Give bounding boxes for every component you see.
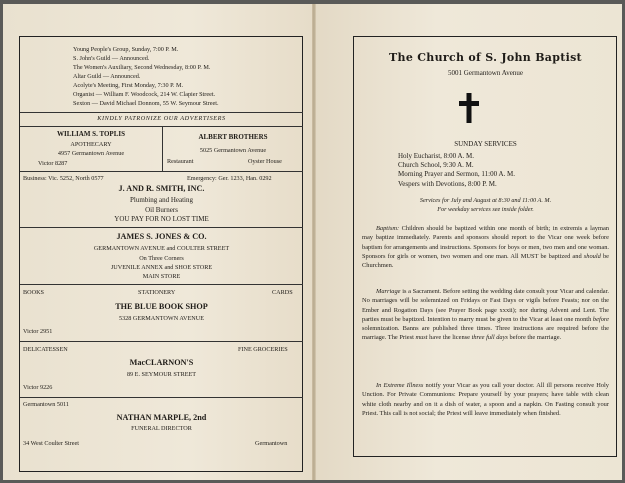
marple-name: NATHAN MARPLE, 2nd	[116, 413, 207, 422]
maccl-name: MacCLARNON'S	[129, 358, 194, 367]
smith-emergency-phone: Emergency: Ger. 1233, Han. 0292	[187, 175, 272, 182]
bluebook-cards: CARDS	[272, 289, 293, 296]
jones-line-2: On Three Corners	[139, 255, 184, 262]
announcement-line: Acolyte's Meeting, First Monday, 7:30 P. M.	[73, 82, 184, 89]
marriage-text: is a Sacrament. Before setting the wedding date consult your Vicar and calendar. No marriages will be solemnized on Fridays or Fast Days or vigils before Feasts; nor on the Ember and Rogation Days (see Prayer Book page xxxii); nor during Advent and Lent. The parties must be baptized. Intention to marry must be given to the Vicar at least one month	[362, 288, 609, 323]
jones-line-4: MAIN STORE	[142, 273, 181, 280]
marriage-three-full-days: three full days	[471, 334, 508, 342]
baptism-lead: Baptism:	[376, 225, 400, 232]
albert-oyster: Oyster House	[248, 158, 282, 165]
marriage-text-3: have the license	[427, 334, 472, 342]
marriage-paragraph	[362, 287, 609, 343]
illness-paragraph	[362, 381, 609, 418]
marriage-text-2: solemnization. Banns are published three times. Three instructions are required before the marriage. The Priest	[362, 325, 609, 342]
services-heading: SUNDAY SERVICES	[454, 140, 517, 148]
jones-line-1: GERMANTOWN AVENUE and COULTER STREET	[93, 245, 230, 252]
patronize-heading: KINDLY PATRONIZE OUR ADVERTISERS	[97, 115, 226, 122]
marple-title: FUNERAL DIRECTOR	[131, 425, 192, 432]
albert-address: 5025 Germantown Avenue	[199, 147, 267, 154]
smith-business-phone: Business: Vic. 5252, North 0577	[23, 175, 104, 182]
marriage-end: before the marriage.	[507, 334, 562, 342]
smith-name: J. AND R. SMITH, INC.	[118, 184, 205, 193]
baptism-should: should	[583, 252, 601, 260]
baptism-text: Children should be baptized within one month of birth; in extremis a layman may baptize immediately. Parents and sponsors should report to the Vicar one week before baptism for arrangements and instructions. Sponsors for boys or men, two men and one woman. Sponsors for girls or women, two women and one man. All MUST be baptized and	[362, 225, 609, 260]
weekday-note: For weekday services see inside folder.	[437, 206, 534, 213]
divider	[20, 112, 303, 113]
announcement-line: Altar Guild — Announced.	[73, 73, 141, 80]
albert-restaurant: Restaurant	[167, 158, 194, 165]
marple-city: Germantown	[255, 440, 288, 447]
marple-address: 34 West Coulter Street	[23, 440, 79, 447]
divider	[20, 284, 303, 285]
page-fold	[312, 4, 316, 480]
bluebook-address: 5328 GERMANTOWN AVENUE	[118, 315, 205, 322]
baptism-end: be Churchmen.	[362, 252, 609, 270]
announcement-line: The Women's Auxiliary, Second Wednesday, 8:00 P. M.	[73, 64, 211, 71]
service-line: Church School, 9:30 A. M.	[398, 161, 474, 169]
church-name: The Church of S. John Baptist	[389, 51, 582, 64]
divider	[20, 227, 303, 228]
service-line: Holy Eucharist, 8:00 A. M.	[398, 152, 475, 160]
toplis-title: APOTHECARY	[70, 141, 112, 148]
divider	[20, 397, 303, 398]
marriage-before: before	[592, 315, 609, 323]
bluebook-name: THE BLUE BOOK SHOP	[115, 302, 208, 311]
illness-text: notify your Vicar as you call your doctor. All ill persons receive Holy Unction. For Private Communions: Prepare yourself by your prayers; have table with clean white cloth nearby and on it a dish of water, a spoon and a napkin. On Fasting consult your Priest. This call is not social; the Priest will leave immediately when finished.	[362, 382, 609, 417]
smith-line-2: Oil Burners	[145, 206, 178, 214]
service-line: Morning Prayer and Sermon, 11:00 A. M.	[398, 170, 515, 178]
maccl-delicatessen: DELICATESSEN	[23, 346, 68, 353]
announcement-line: Organist — William F. Woodcock, 214 W. Clapier Street.	[73, 91, 216, 98]
toplis-phone: Victor 8287	[38, 160, 68, 167]
baptism-paragraph	[362, 224, 609, 270]
jones-line-3: JUVENILE ANNEX and SHOE STORE	[110, 264, 213, 271]
albert-name: ALBERT BROTHERS	[198, 133, 268, 141]
announcement-line: Sexton — David Michael Donnom, 55 W. Seymour Street.	[73, 100, 219, 107]
toplis-name: WILLIAM S. TOPLIS	[56, 130, 125, 138]
bluebook-phone: Victor 2951	[23, 328, 53, 335]
marriage-lead: Marriage	[376, 288, 401, 295]
maccl-address: 89 E. SEYMOUR STREET	[126, 371, 197, 378]
bluebook-stationery: STATIONERY	[138, 289, 176, 296]
divider	[20, 341, 303, 342]
announcement-line: S. John's Guild — Announced.	[73, 55, 150, 62]
service-line: Vespers with Devotions, 8:00 P. M.	[398, 180, 497, 188]
cross-icon	[458, 93, 480, 123]
announcement-line: Young People's Group, Sunday, 7:00 P. M.	[73, 46, 179, 53]
church-address: 5001 Germantown Avenue	[448, 69, 523, 77]
smith-slogan: YOU PAY FOR NO LOST TIME	[114, 215, 209, 223]
illness-lead: In Extreme Illness	[376, 382, 424, 389]
marple-phone: Germantown 5011	[23, 401, 69, 408]
divider	[20, 171, 303, 172]
maccl-fine-groceries: FINE GROCERIES	[238, 346, 288, 353]
toplis-address: 4957 Germantown Avenue	[57, 150, 125, 157]
summer-services: Services for July and August at 8:30 and 11:00 A. M.	[419, 197, 552, 204]
smith-line-1: Plumbing and Heating	[130, 196, 193, 204]
jones-name: JAMES S. JONES & CO.	[116, 232, 207, 241]
bluebook-books: BOOKS	[23, 289, 44, 296]
marriage-must: must	[415, 334, 428, 342]
maccl-phone: Victor 9226	[23, 384, 53, 391]
